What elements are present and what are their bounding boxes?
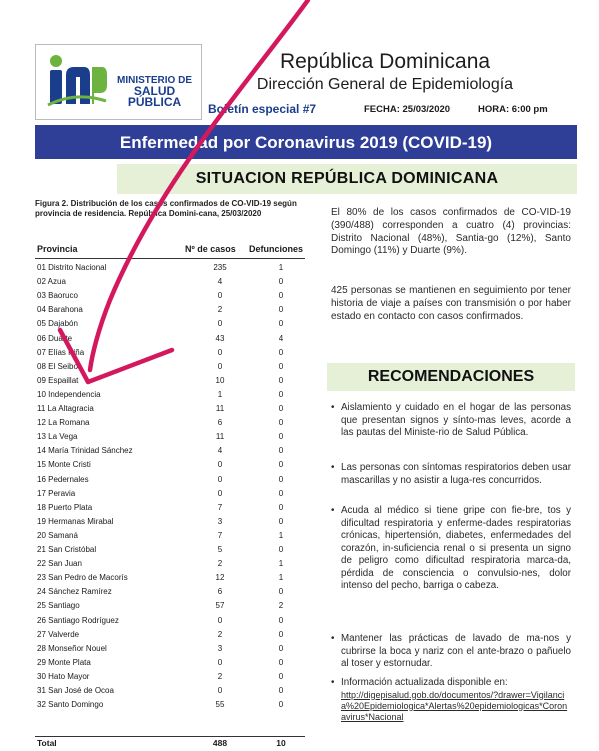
header-cases: Nº de casos — [185, 244, 236, 254]
table-row — [35, 347, 305, 359]
province-cell: 21 San Cristóbal — [37, 545, 97, 554]
time-label: HORA: 6:00 pm — [478, 104, 548, 115]
header-deaths: Defunciones — [249, 244, 304, 254]
cases-cell: 5 — [217, 545, 223, 554]
province-cell: 12 La Romana — [37, 418, 90, 428]
bullet-icon: • — [331, 677, 335, 688]
deaths-cell: 0 — [278, 460, 284, 470]
table-row — [35, 375, 305, 387]
total-cases: 488 — [212, 738, 228, 748]
deaths-cell: 0 — [278, 361, 284, 371]
province-cell: 06 Duarte — [37, 333, 73, 343]
table-row — [35, 417, 305, 429]
table-row — [35, 403, 305, 415]
table-row — [35, 671, 305, 683]
deaths-cell: 0 — [278, 671, 284, 681]
cases-cell: 4 — [217, 277, 223, 287]
province-cell: 24 Sánchez Ramírez — [37, 587, 112, 597]
deaths-cell: 0 — [278, 545, 284, 554]
cases-cell: 10 — [215, 375, 225, 385]
deaths-cell: 0 — [278, 615, 284, 625]
deaths-cell: 0 — [278, 291, 284, 301]
province-cell: 28 Monseñor Nouel — [37, 643, 107, 653]
province-cell: 14 María Trinidad Sánchez — [37, 446, 133, 456]
table-row — [35, 361, 305, 373]
deaths-cell: 0 — [278, 446, 284, 456]
cases-cell: 0 — [217, 361, 223, 371]
deaths-cell: 0 — [278, 516, 284, 526]
cases-cell: 2 — [217, 629, 223, 639]
province-cell: 17 Peravia — [37, 488, 76, 498]
msp-logo-icon — [44, 51, 108, 109]
deaths-cell: 0 — [278, 587, 284, 597]
province-cell: 09 Espaillat — [37, 375, 79, 385]
deaths-cell: 1 — [278, 263, 284, 272]
directorate-title: Dirección General de Epidemiología — [256, 76, 514, 93]
table-row — [35, 600, 305, 612]
province-cell: 30 Hato Mayor — [37, 671, 90, 681]
cases-cell: 11 — [215, 404, 225, 413]
cases-cell: 2 — [217, 671, 223, 681]
cases-cell: 0 — [217, 460, 223, 470]
table-row — [35, 657, 305, 669]
table-row — [35, 685, 305, 697]
cases-cell: 43 — [215, 333, 225, 343]
recommendation-item: • Acuda al médico si tiene gripe con fie-bre, tos y dificultad respiratoria y enferme-dades respiratorias crónicas, hipertensión, diabetes, enfermedades del corazón, in-suficiencia renal o si presenta un signo de peligro como dificultad respiratoria marca-da, pérdida de consciencia o convulsio-nes, dolor intenso del pecho, barriga o cabeza. — [331, 505, 571, 591]
cases-cell: 0 — [217, 474, 223, 484]
info-label: Información actualizada disponible en: — [341, 677, 508, 688]
province-cell: 18 Puerto Plata — [37, 502, 93, 512]
info-link[interactable]: http://digepisalud.gob.do/documentos/?drawer=Vigilancia%20Epidemiologica*Alertas%20epidemiologicas*Coronavirus*Nacional — [341, 689, 568, 722]
deaths-cell: 0 — [278, 305, 284, 315]
table-row — [35, 333, 305, 345]
total-label: Total — [37, 738, 57, 748]
header-province: Provincia — [37, 244, 78, 254]
province-cell: 31 San José de Ocoa — [37, 686, 114, 695]
recommendations-title: RECOMENDACIONES — [367, 368, 535, 385]
date-label: FECHA: 25/03/2020 — [364, 104, 451, 115]
table-row — [35, 544, 305, 556]
province-cell: 25 Santiago — [37, 601, 80, 611]
cases-cell: 55 — [215, 700, 225, 710]
province-cell: 13 La Vega — [37, 432, 78, 442]
province-cell: 23 San Pedro de Macorís — [37, 573, 128, 583]
table-row — [35, 488, 305, 500]
province-cell: 15 Monte Cristi — [37, 460, 91, 470]
table-row — [35, 572, 305, 584]
main-title: Enfermedad por Coronavirus 2019 (COVID-19) — [119, 133, 493, 152]
province-cell: 16 Pedernales — [37, 474, 89, 484]
table-row — [35, 615, 305, 627]
cases-cell: 3 — [217, 516, 223, 526]
province-cell: 08 El Seibo — [37, 361, 78, 371]
recommendations-banner — [327, 363, 575, 391]
table-row — [35, 445, 305, 457]
logo-line1: MINISTERIO DE — [116, 75, 192, 86]
table-row — [35, 304, 305, 316]
cases-cell: 11 — [215, 432, 225, 442]
deaths-cell: 0 — [278, 418, 284, 428]
summary-paragraph: El 80% de los casos confirmados de CO-VID-19 (390/488) corresponden a cuatro (4) provincias: Distrito Nacional (48%), Santia-go (12%), Santo Domingo (11%) y Duarte (9%). — [331, 207, 571, 257]
province-cell: 27 Valverde — [37, 629, 80, 639]
deaths-cell: 0 — [278, 474, 284, 484]
cases-cell: 4 — [217, 446, 223, 456]
cases-cell: 12 — [215, 573, 225, 583]
province-cell: 04 Barahona — [37, 305, 83, 315]
bullet-icon: • — [331, 633, 335, 644]
table-row — [35, 586, 305, 598]
deaths-cell: 0 — [278, 629, 284, 639]
header-divider — [35, 258, 305, 259]
recommendation-item: • Las personas con síntomas respiratorios deben usar mascarillas y no asistir a luga-res concurridos. — [331, 462, 571, 486]
province-cell: 07 Elías Piña — [37, 347, 85, 357]
deaths-cell: 0 — [278, 432, 284, 442]
cases-cell: 235 — [213, 263, 227, 272]
cases-cell: 0 — [217, 686, 223, 695]
section-title: SITUACION REPÚBLICA DOMINICANA — [195, 170, 499, 187]
cases-cell: 0 — [217, 347, 223, 357]
table-row — [35, 474, 305, 486]
deaths-cell: 1 — [278, 573, 284, 583]
deaths-cell: 0 — [278, 686, 284, 695]
table-row — [35, 629, 305, 641]
table-row — [35, 290, 305, 302]
deaths-cell: 0 — [278, 319, 284, 329]
province-cell: 26 Santiago Rodríguez — [37, 615, 119, 625]
province-cell: 03 Baoruco — [37, 291, 78, 301]
cases-cell: 1 — [217, 389, 223, 399]
table-row — [35, 431, 305, 443]
recommendation-item: • Aislamiento y cuidado en el hogar de las personas que presentan signos y sínto-mas leves, acorde a las pautas del Ministe-rio de Salud Pública. — [331, 402, 571, 438]
table-row — [35, 558, 305, 570]
deaths-cell: 0 — [278, 375, 284, 385]
deaths-cell: 2 — [278, 601, 284, 611]
cases-cell: 0 — [217, 657, 223, 667]
province-cell: 01 Distrito Nacional — [37, 263, 107, 272]
table-row — [35, 262, 305, 274]
cases-cell: 2 — [217, 559, 223, 569]
republic-title: República Dominicana — [279, 50, 491, 73]
table-row — [35, 276, 305, 288]
deaths-cell: 0 — [278, 389, 284, 399]
table-row — [35, 459, 305, 471]
cases-cell: 57 — [215, 601, 225, 611]
province-cell: 20 Samaná — [37, 530, 78, 540]
figure-caption: Figura 2. Distribución de los casos confirmados de CO-VID-19 según provincia de residencia. República Domini-cana, 25/03/2020 — [35, 199, 297, 218]
bullet-icon: • — [331, 462, 335, 473]
deaths-cell: 1 — [278, 530, 284, 540]
cases-cell: 7 — [217, 530, 223, 540]
cases-cell: 0 — [217, 615, 223, 625]
deaths-cell: 1 — [278, 559, 284, 569]
logo-line2: SALUD PÚBLICA — [127, 84, 182, 109]
table-row — [35, 699, 305, 711]
table-row — [35, 318, 305, 330]
table-row — [35, 502, 305, 514]
deaths-cell: 0 — [278, 488, 284, 498]
deaths-cell: 0 — [278, 643, 284, 653]
bullet-icon: • — [331, 505, 335, 516]
province-cell: 32 Santo Domingo — [37, 700, 104, 710]
deaths-cell: 0 — [278, 700, 284, 710]
cases-cell: 3 — [217, 643, 223, 653]
cases-cell: 0 — [217, 319, 223, 329]
table-row — [35, 643, 305, 655]
total-deaths: 10 — [276, 738, 286, 748]
cases-cell: 2 — [217, 305, 223, 315]
bulletin-label: Boletín especial #7 — [208, 102, 317, 116]
province-cell: 10 Independencia — [37, 389, 101, 399]
cases-cell: 0 — [217, 291, 223, 301]
ministry-logo — [35, 44, 202, 120]
deaths-cell: 0 — [278, 404, 284, 413]
province-cell: 11 La Altagracia — [37, 404, 94, 413]
info-item — [331, 677, 571, 723]
province-cell: 02 Azua — [37, 277, 66, 287]
table-row — [35, 516, 305, 528]
province-cell: 29 Monte Plata — [37, 657, 91, 667]
deaths-cell: 0 — [278, 657, 284, 667]
table-row — [35, 389, 305, 401]
province-cell: 05 Dajabón — [37, 319, 78, 329]
province-cell: 19 Hermanas Mirabal — [37, 516, 114, 526]
deaths-cell: 0 — [278, 277, 284, 287]
deaths-cell: 4 — [278, 333, 284, 343]
province-cell: 22 San Juan — [37, 559, 82, 569]
logo-text — [112, 75, 197, 108]
cases-cell: 6 — [217, 587, 223, 597]
cases-cell: 7 — [217, 502, 223, 512]
section-banner — [117, 164, 577, 194]
deaths-cell: 0 — [278, 347, 284, 357]
cases-cell: 6 — [217, 418, 223, 428]
table-row — [35, 530, 305, 542]
cases-cell: 0 — [217, 488, 223, 498]
bullet-icon: • — [331, 402, 335, 413]
deaths-cell: 0 — [278, 502, 284, 512]
title-banner — [35, 125, 577, 159]
recommendation-item: • Mantener las prácticas de lavado de ma-nos y cubrirse la boca y nariz con el ante-brazo o pañuelo al toser y estornudar. — [331, 633, 571, 669]
followup-paragraph: 425 personas se mantienen en seguimiento por tener historia de viaje a países con transmisión o por haber estado en contacto con casos confirmados. — [331, 285, 571, 322]
